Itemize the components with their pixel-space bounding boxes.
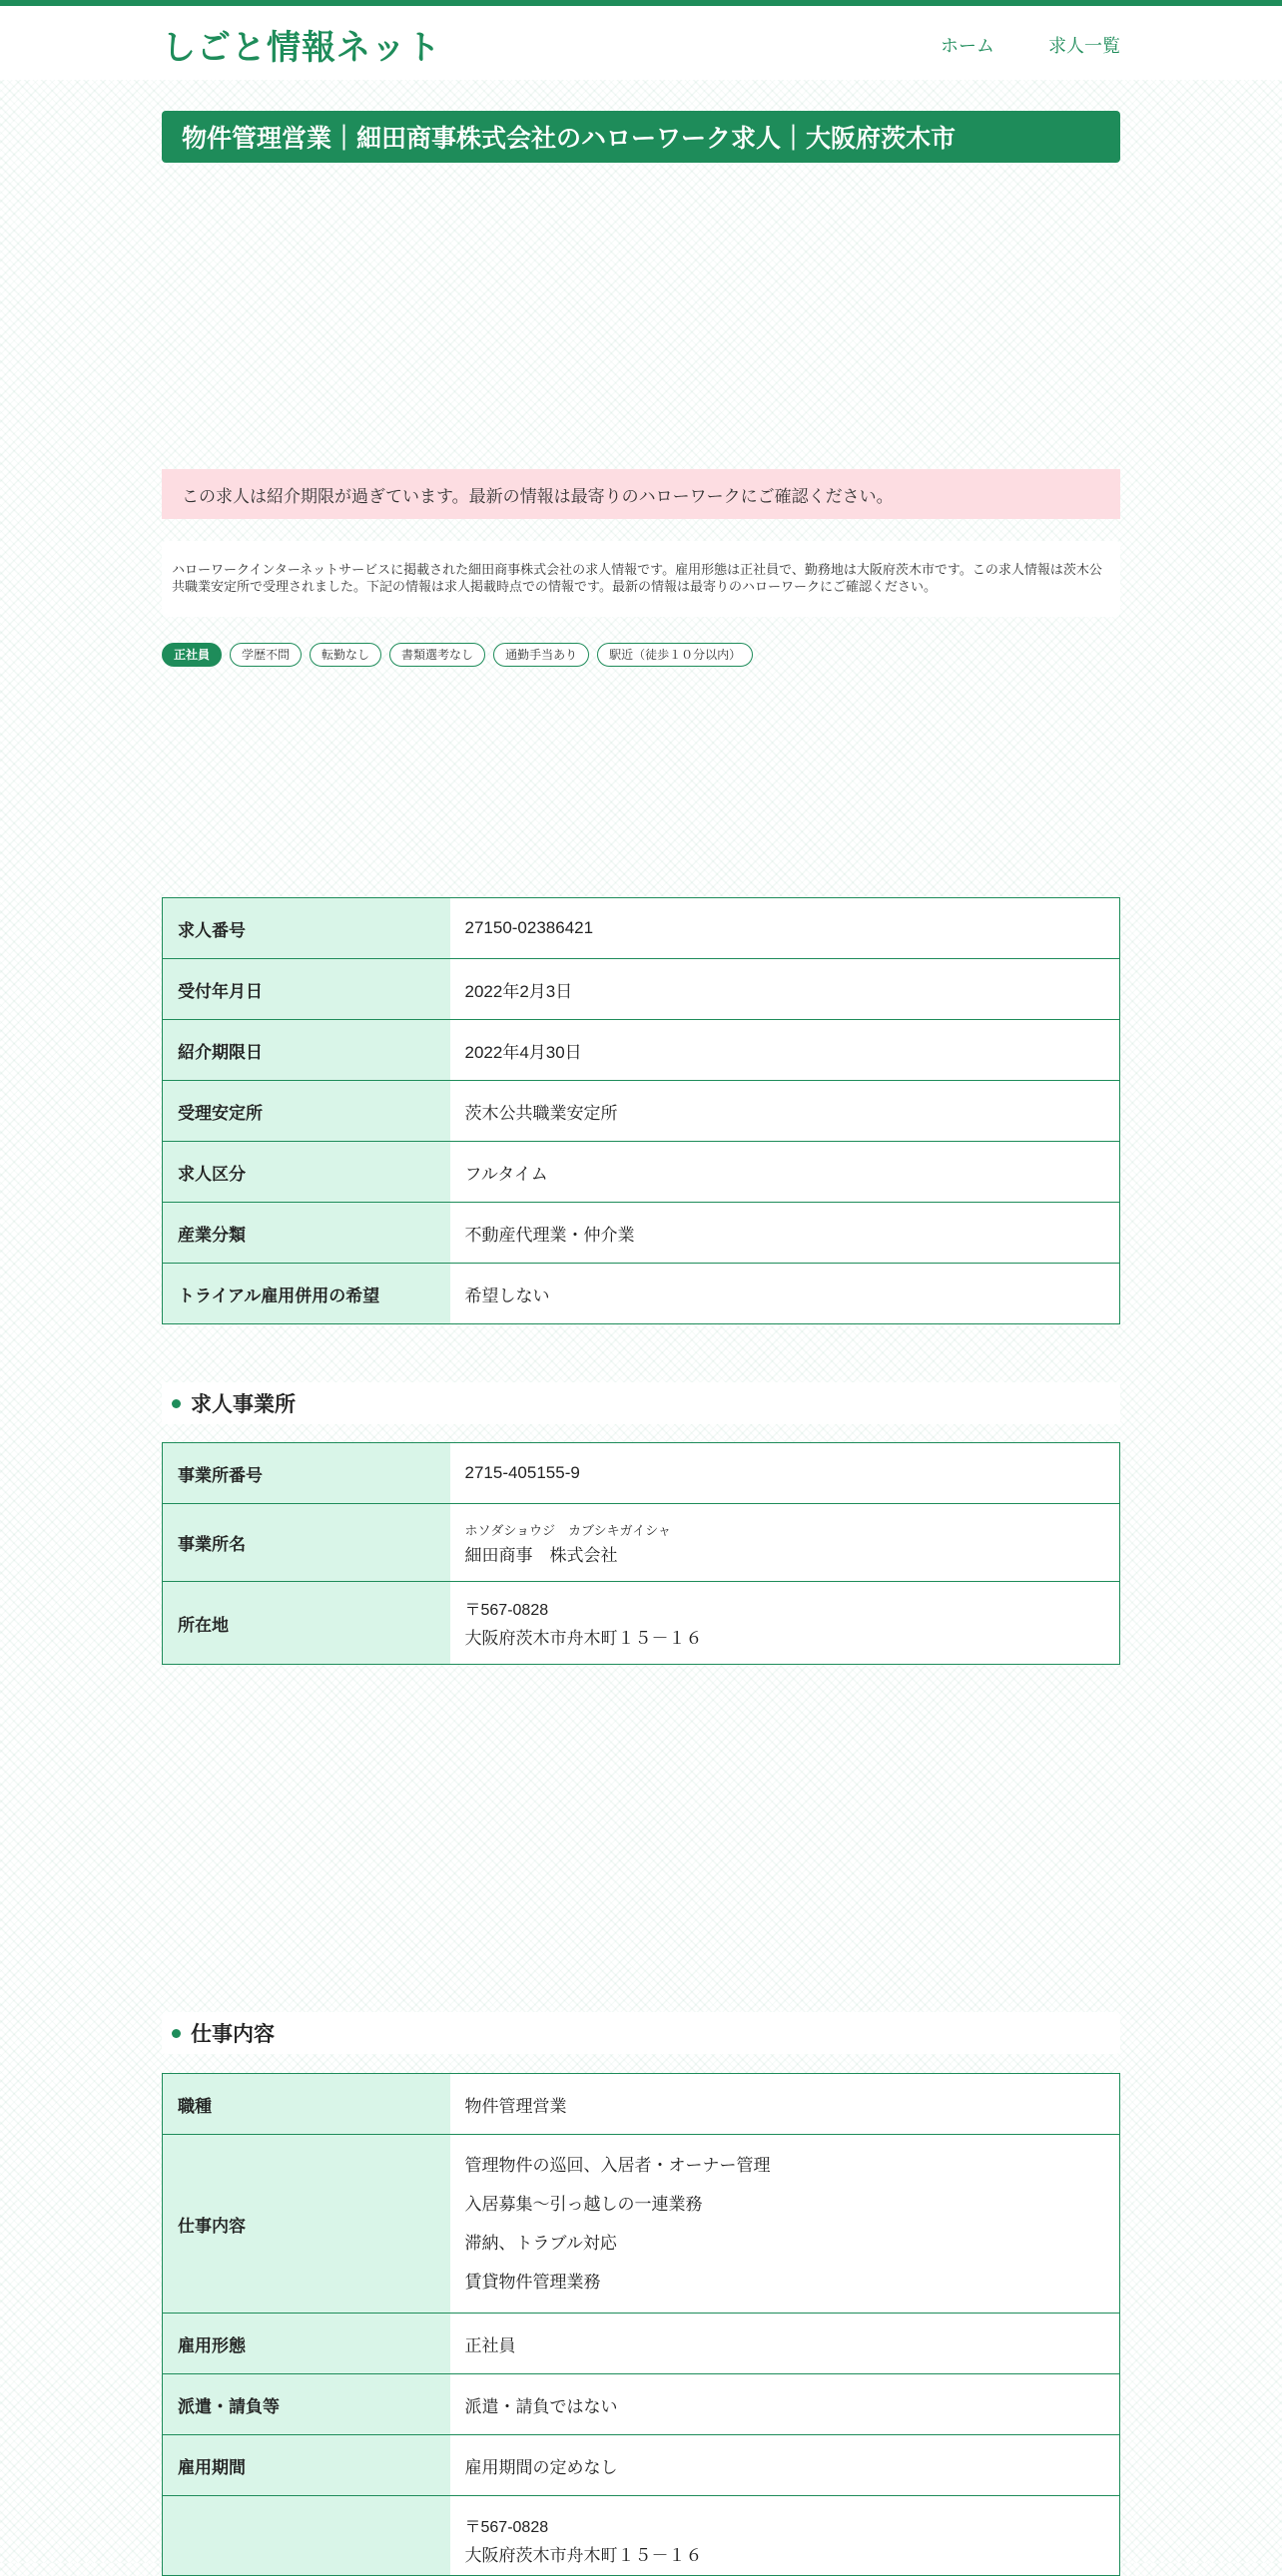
dispatch-value: 派遣・請負ではない (450, 2374, 1120, 2435)
office-name-kana: ホソダショウジ カブシキガイシャ (464, 1522, 671, 1538)
job-section (162, 2073, 1120, 2576)
section-title: 仕事内容 (191, 2023, 275, 2046)
occupation-value: 物件管理営業 (450, 2074, 1120, 2135)
office-number-value: 2715-405155-9 (450, 1443, 1120, 1504)
row-label: 求人区分 (163, 1142, 450, 1203)
job-number-value: 27150-02386421 (450, 898, 1120, 959)
row-label: 雇用形態 (163, 2314, 450, 2374)
tag-no-education-required: 学歴不問 (230, 643, 302, 667)
table-row (163, 898, 1120, 959)
trial-employment-value: 希望しない (450, 1264, 1120, 1324)
tag-commute-allowance: 通勤手当あり (493, 643, 589, 667)
company-section-heading (162, 1382, 1120, 1424)
basic-info-table (162, 897, 1120, 1324)
company-info-table (162, 1442, 1120, 1665)
tag-no-transfer: 転勤なし (310, 643, 381, 667)
industry-value: 不動産代理業・仲介業 (450, 1203, 1120, 1264)
duty-line: 賃貸物件管理業務 (464, 2273, 601, 2292)
table-row (163, 2074, 1120, 2135)
table-row (163, 1264, 1120, 1324)
row-label: 受付年月日 (163, 959, 450, 1020)
row-label: トライアル雇用併用の希望 (163, 1264, 450, 1324)
receiving-office-value: 茨木公共職業安定所 (450, 1081, 1120, 1142)
row-label: 事業所名 (163, 1504, 450, 1582)
basic-info-section (162, 897, 1120, 1324)
tag-near-station: 駅近（徒歩１０分以内） (597, 643, 753, 667)
page-title: 物件管理営業｜細田商事株式会社のハローワーク求人｜大阪府茨木市 (162, 111, 1120, 163)
employment-type-value: 正社員 (450, 2314, 1120, 2374)
site-logo[interactable]: しごと情報ネット (162, 29, 441, 67)
nav-home-link[interactable]: ホーム (941, 36, 994, 56)
job-info-table (162, 2073, 1120, 2576)
row-label: 紹介期限日 (163, 1020, 450, 1081)
employment-period-value: 雇用期間の定めなし (450, 2435, 1120, 2496)
row-label (163, 2496, 450, 2576)
table-row (163, 1582, 1120, 1665)
site-header (0, 6, 1282, 80)
row-label: 仕事内容 (163, 2135, 450, 2314)
table-row (163, 2314, 1120, 2374)
row-label: 職種 (163, 2074, 450, 2135)
received-date-value: 2022年2月3日 (450, 959, 1120, 1020)
table-row (163, 2374, 1120, 2435)
postal-code: 〒567-0828 (464, 1602, 549, 1619)
section-title: 求人事業所 (191, 1393, 296, 1416)
bullet-dot-icon (172, 2029, 181, 2038)
address-value: 大阪府茨木市舟木町１５－１６ (464, 1629, 703, 1648)
row-label: 雇用期間 (163, 2435, 450, 2496)
row-label: 派遣・請負等 (163, 2374, 450, 2435)
table-row (163, 2435, 1120, 2496)
row-label: 求人番号 (163, 898, 450, 959)
workplace-cell (450, 2496, 1120, 2576)
main-nav (941, 32, 1120, 58)
duty-line: 入居募集～引っ越しの一連業務 (464, 2195, 703, 2214)
job-category-value: フルタイム (450, 1142, 1120, 1203)
duty-line: 滞納、トラブル対応 (464, 2234, 617, 2253)
referral-deadline-value: 2022年4月30日 (450, 1020, 1120, 1081)
office-name-value: 細田商事 株式会社 (464, 1545, 618, 1565)
table-row (163, 1142, 1120, 1203)
tag-fulltime-employee: 正社員 (162, 643, 222, 667)
table-row (163, 2496, 1120, 2576)
workplace-address-value: 大阪府茨木市舟木町１５－１６ (464, 2546, 703, 2565)
bullet-dot-icon (172, 1399, 181, 1408)
row-label: 事業所番号 (163, 1443, 450, 1504)
postal-code: 〒567-0828 (464, 2519, 549, 2536)
table-row (163, 1020, 1120, 1081)
table-row (163, 959, 1120, 1020)
table-row (163, 1081, 1120, 1142)
table-row (163, 1203, 1120, 1264)
row-label: 受理安定所 (163, 1081, 450, 1142)
address-cell (450, 1582, 1120, 1665)
job-description-summary: ハローワークインターネットサービスに掲載された細田商事株式会社の求人情報です。雇用形態は正社員で、勤務地は大阪府茨木市です。この求人情報は茨木公共職業安定所で受理されました。下記の情報は求人掲載時点での情報です。最新の情報は最寄りのハローワークにご確認ください。 (162, 541, 1120, 617)
row-label: 所在地 (163, 1582, 450, 1665)
tag-no-document-screening: 書類選考なし (389, 643, 485, 667)
nav-job-list-link[interactable]: 求人一覧 (1048, 36, 1120, 56)
job-section-heading (162, 2012, 1120, 2054)
company-section (162, 1442, 1120, 1665)
expired-notice: この求人は紹介期限が過ぎています。最新の情報は最寄りのハローワークにご確認ください。 (162, 469, 1120, 519)
table-row (163, 1504, 1120, 1582)
duties-cell (450, 2135, 1120, 2314)
table-row (163, 2135, 1120, 2314)
table-row (163, 1443, 1120, 1504)
office-name-cell (450, 1504, 1120, 1582)
duty-line: 管理物件の巡回、入居者・オーナー管理 (464, 2156, 771, 2175)
tag-list (162, 643, 1120, 667)
row-label: 産業分類 (163, 1203, 450, 1264)
